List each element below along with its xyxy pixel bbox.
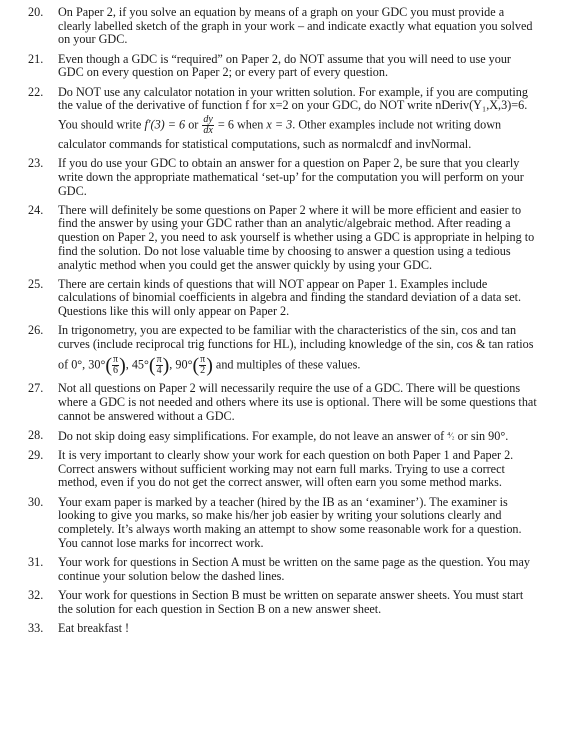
pi-over-4: $\frac{\pi}{4}$ xyxy=(156,353,162,376)
item-number: 29. xyxy=(28,448,44,463)
fraction-4-over-2: ⁴⁄₂ xyxy=(447,429,455,440)
item-number: 27. xyxy=(28,381,44,396)
text-line: where a GDC is not needed and others where its use is optional. There will be some questions that xyxy=(58,394,537,409)
item-text xyxy=(58,496,557,551)
item-text xyxy=(58,622,557,636)
text-line: calculations of binomial coefficients in algebra and finding the standard deviation of a data set. xyxy=(58,290,522,305)
list-item xyxy=(28,449,557,490)
text-line: continue your solution below the dashed lines. xyxy=(58,568,285,583)
text-line: find the solution. Do not lose valuable time by choosing to answer a question using a tedious xyxy=(58,243,511,258)
text-line: GDC. xyxy=(58,183,87,198)
text-line: In trigonometry, you are expected to be familiar with the characteristics of the sin, cos and tan xyxy=(58,323,517,338)
item-text xyxy=(58,204,557,273)
item-text xyxy=(58,589,557,616)
text-line: analytic method when you could get the answer quickly by using your GDC. xyxy=(58,257,433,272)
text-line: Even though a GDC is “required” on Paper 2, do NOT assume that you will need to use your xyxy=(58,51,511,66)
item-number: 24. xyxy=(28,202,44,217)
list-item xyxy=(28,278,557,319)
text-line: It is very important to clearly show your work for each question on both Paper 1 and Paper 2. xyxy=(58,448,514,463)
item-text xyxy=(58,324,557,376)
list-item xyxy=(28,429,557,444)
text-line: the value of the derivative of function f for x=2 on your GDC, do NOT write nDeriv(Y₁,X,3)=6. xyxy=(58,98,528,113)
item-text xyxy=(58,157,557,198)
item-number: 21. xyxy=(28,51,44,66)
text-line: Eat breakfast ! xyxy=(58,620,130,635)
text-line: method, even if you do not get the correct answer, will often earn you some method marks. xyxy=(58,475,502,490)
list-item xyxy=(28,496,557,551)
item-text xyxy=(58,278,557,319)
text-line: GDC on every question on Paper 2; or every part of every question. xyxy=(58,65,388,80)
item-text xyxy=(58,53,557,80)
angles-line: of 0°, 30°( $\frac{\pi}{6}$ ), 45°( $\frac{\pi}{4}$ ), 90°( $\frac{\pi}{2}$ ) and multiples of these values. xyxy=(58,353,361,377)
item-number: 20. xyxy=(28,5,44,19)
item-number: 31. xyxy=(28,555,44,569)
list-item xyxy=(28,556,557,583)
list-item xyxy=(28,53,557,80)
list-item xyxy=(28,204,557,273)
text-line: Do NOT use any calculator notation in your written solution. For example, if you are computing xyxy=(58,84,528,99)
text-line: You cannot lose marks for incorrect work. xyxy=(58,535,264,550)
text-line: calculator commands for statistical computations, such as normalcdf and invNormal. xyxy=(58,136,472,151)
list-item xyxy=(28,382,557,423)
list-item xyxy=(28,324,557,376)
text-line: clearly labelled sketch of the graph in your work – and indicate exactly what equation you solved xyxy=(58,18,533,33)
pi-over-2: $\frac{\pi}{2}$ xyxy=(200,353,206,376)
item-number: 25. xyxy=(28,276,44,291)
text-line: If you do use your GDC to obtain an answer for a question on Paper 2, be sure that you clearly xyxy=(58,156,520,171)
text-line: Questions like this will only appear on Paper 2. xyxy=(58,304,290,319)
text-line: completely. It’s always worth making an attempt to show some reasonable work for a question. xyxy=(58,522,522,537)
list-item xyxy=(28,86,557,152)
text-line: cannot be answered without a GDC. xyxy=(58,408,235,423)
item-number: 23. xyxy=(28,156,44,171)
text-line: looking to give you marks, so make his/her job easier by writing your solutions clearly and xyxy=(58,508,502,523)
text-line: on your GDC. xyxy=(58,32,128,47)
list-item xyxy=(28,157,557,198)
list-item xyxy=(28,589,557,616)
item-number: 22. xyxy=(28,84,44,99)
text-line: Do not skip doing easy simplifications. For example, do not leave an answer of ⁴⁄₂ or sin 90°. xyxy=(58,428,509,443)
item-number: 28. xyxy=(28,427,44,442)
text-line: find the answer by using your GDC rather than an analytic/algebraic method. After reading a xyxy=(58,216,511,231)
item-number: 26. xyxy=(28,323,44,338)
item-number: 30. xyxy=(28,494,44,509)
text-line: Correct answers without sufficient working may not earn full marks. Trying to use a correct xyxy=(58,461,505,476)
text-line: question on Paper 2, you need to ask yourself is whether using a GDC is appropriate in helping to xyxy=(58,230,535,245)
item-text xyxy=(58,556,557,583)
text-line: There are certain kinds of questions that will NOT appear on Paper 1. Examples include xyxy=(58,276,488,291)
dy-dx-fraction: $\frac{dy}{dx}$ xyxy=(203,113,213,136)
text-line: the solution for each question in Section B on a new answer sheet. xyxy=(58,601,382,616)
item-number: 33. xyxy=(28,620,44,635)
text-line: write down the appropriate mathematical ‘set-up’ for the computation you will perform on your xyxy=(58,169,524,184)
item-text xyxy=(58,382,557,423)
item-text xyxy=(58,429,557,444)
item-text xyxy=(58,6,557,47)
text-line: Your work for questions in Section A must be written on the same page as the question. You may xyxy=(58,555,530,569)
item-text xyxy=(58,449,557,490)
derivative-expression: f′(3) = 6 xyxy=(144,117,186,132)
list-item xyxy=(28,622,557,636)
item-text xyxy=(58,86,557,152)
text-line: Your exam paper is marked by a teacher (hired by the IB as an ‘examiner’). The examiner is xyxy=(58,494,508,509)
math-line: You should write f′(3) = 6 or $\frac{dy}{dx}$ = 6 when x = 3. Other examples include not writing down xyxy=(58,113,502,136)
text-line: Your work for questions in Section B must be written on separate answer sheets. You must start xyxy=(58,587,524,602)
item-number: 32. xyxy=(28,587,44,602)
text-line: On Paper 2, if you solve an equation by means of a graph on your GDC you must provide a xyxy=(58,5,505,19)
pi-over-6: $\frac{\pi}{6}$ xyxy=(113,353,119,376)
text-line: Not all questions on Paper 2 will necessarily require the use of a GDC. There will be questions xyxy=(58,381,521,396)
list-item xyxy=(28,6,557,47)
text-line: There will definitely be some questions on Paper 2 where it will be more efficient and easier to xyxy=(58,202,522,217)
text-line: curves (include reciprocal trig functions for HL), including knowledge of the sin, cos & tan ratios xyxy=(58,337,534,352)
